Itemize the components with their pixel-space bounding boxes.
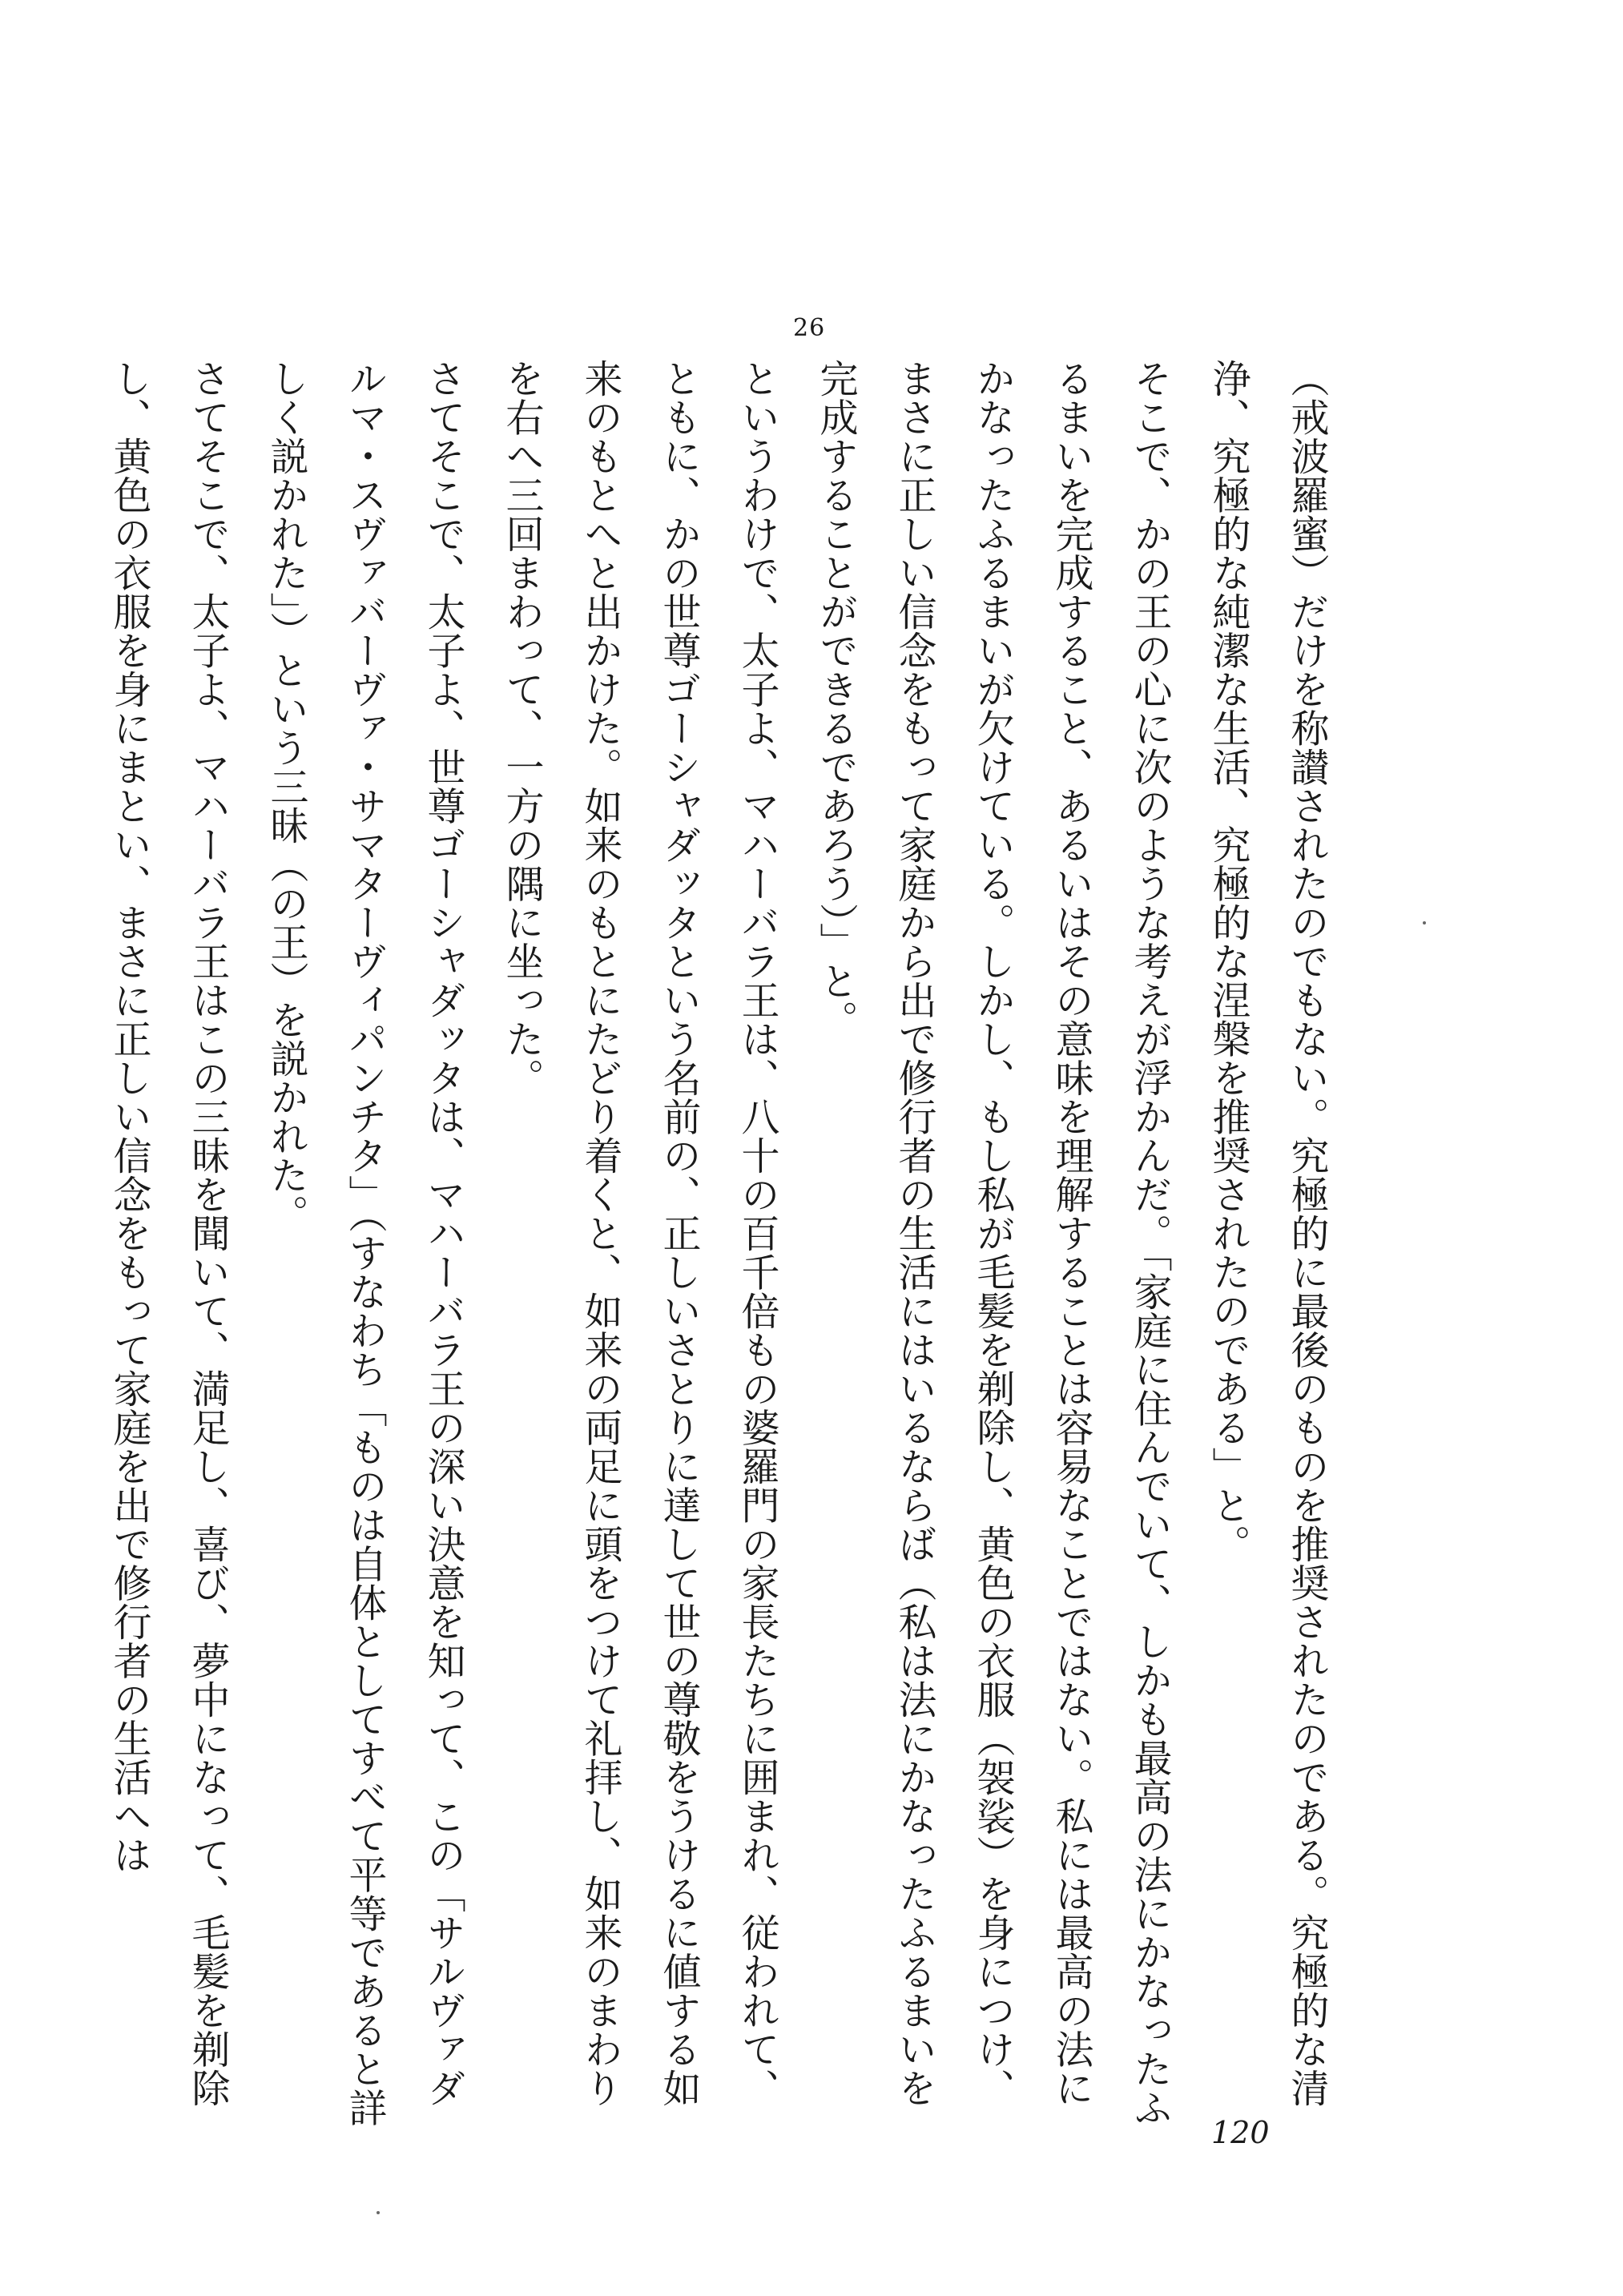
paragraph-1: （戒波羅蜜）だけを称讃されたのでもない。究極的に最後のものを推奨されたのである。究極的な清浄、究極的な純潔な生活、究極的な涅槃を推奨されたのである」と。 <box>1206 359 1329 2108</box>
vertical-text-body <box>107 359 1346 2137</box>
scan-speck <box>377 2211 380 2214</box>
paragraph-4: さてそこで、太子よ、世尊ゴーシャダッタは、マハーバラ王の深い決意を知って、この「サルヴァダルマ・スヴァバーヴァ・サマターヴィパンチタ」（すなわち「ものは自体としてすべて平等であると詳しく説かれた」）という三昧（の王）を説かれた。 <box>264 359 465 2127</box>
scan-speck <box>1423 921 1426 924</box>
paragraph-2: そこで、かの王の心に次のような考えが浮かんだ。「家庭に住んでいて、しかも最高の法にかなったふるまいを完成すること、あるいはその意味を理解することは容易なことではない。私には最高の法にかなったふるまいが欠けている。しかし、もし私が毛髪を剃除し、黄色の衣服（袈裟）を身につけ、まさに正しい信念をもって家庭から出で修行者の生活にはいるならば（私は法にかなったふるまいを完成することができるであろう）」と。 <box>813 359 1172 2127</box>
page-number: 120 <box>1211 2115 1270 2150</box>
paragraph-3: というわけで、太子よ、マハーバラ王は、八十の百千倍もの婆羅門の家長たちに囲まれ、従われて、ともに、かの世尊ゴーシャダッタという名前の、正しいさとりに達して世の尊敬をうけるに値する如来のもとへと出かけた。如来のもとにたどり着くと、如来の両足に頭をつけて礼拝し、如来のまわりを右へ三回まわって、一方の隅に坐った。 <box>499 359 779 2108</box>
paragraph-5: さてそこで、太子よ、マハーバラ王はこの三昧を聞いて、満足し、喜び、夢中になって、毛髪を剃除し、黄色の衣服を身にまとい、まさに正しい信念をもって家庭を出で修行者の生活へは <box>107 359 230 2108</box>
section-number: 26 <box>793 314 826 342</box>
